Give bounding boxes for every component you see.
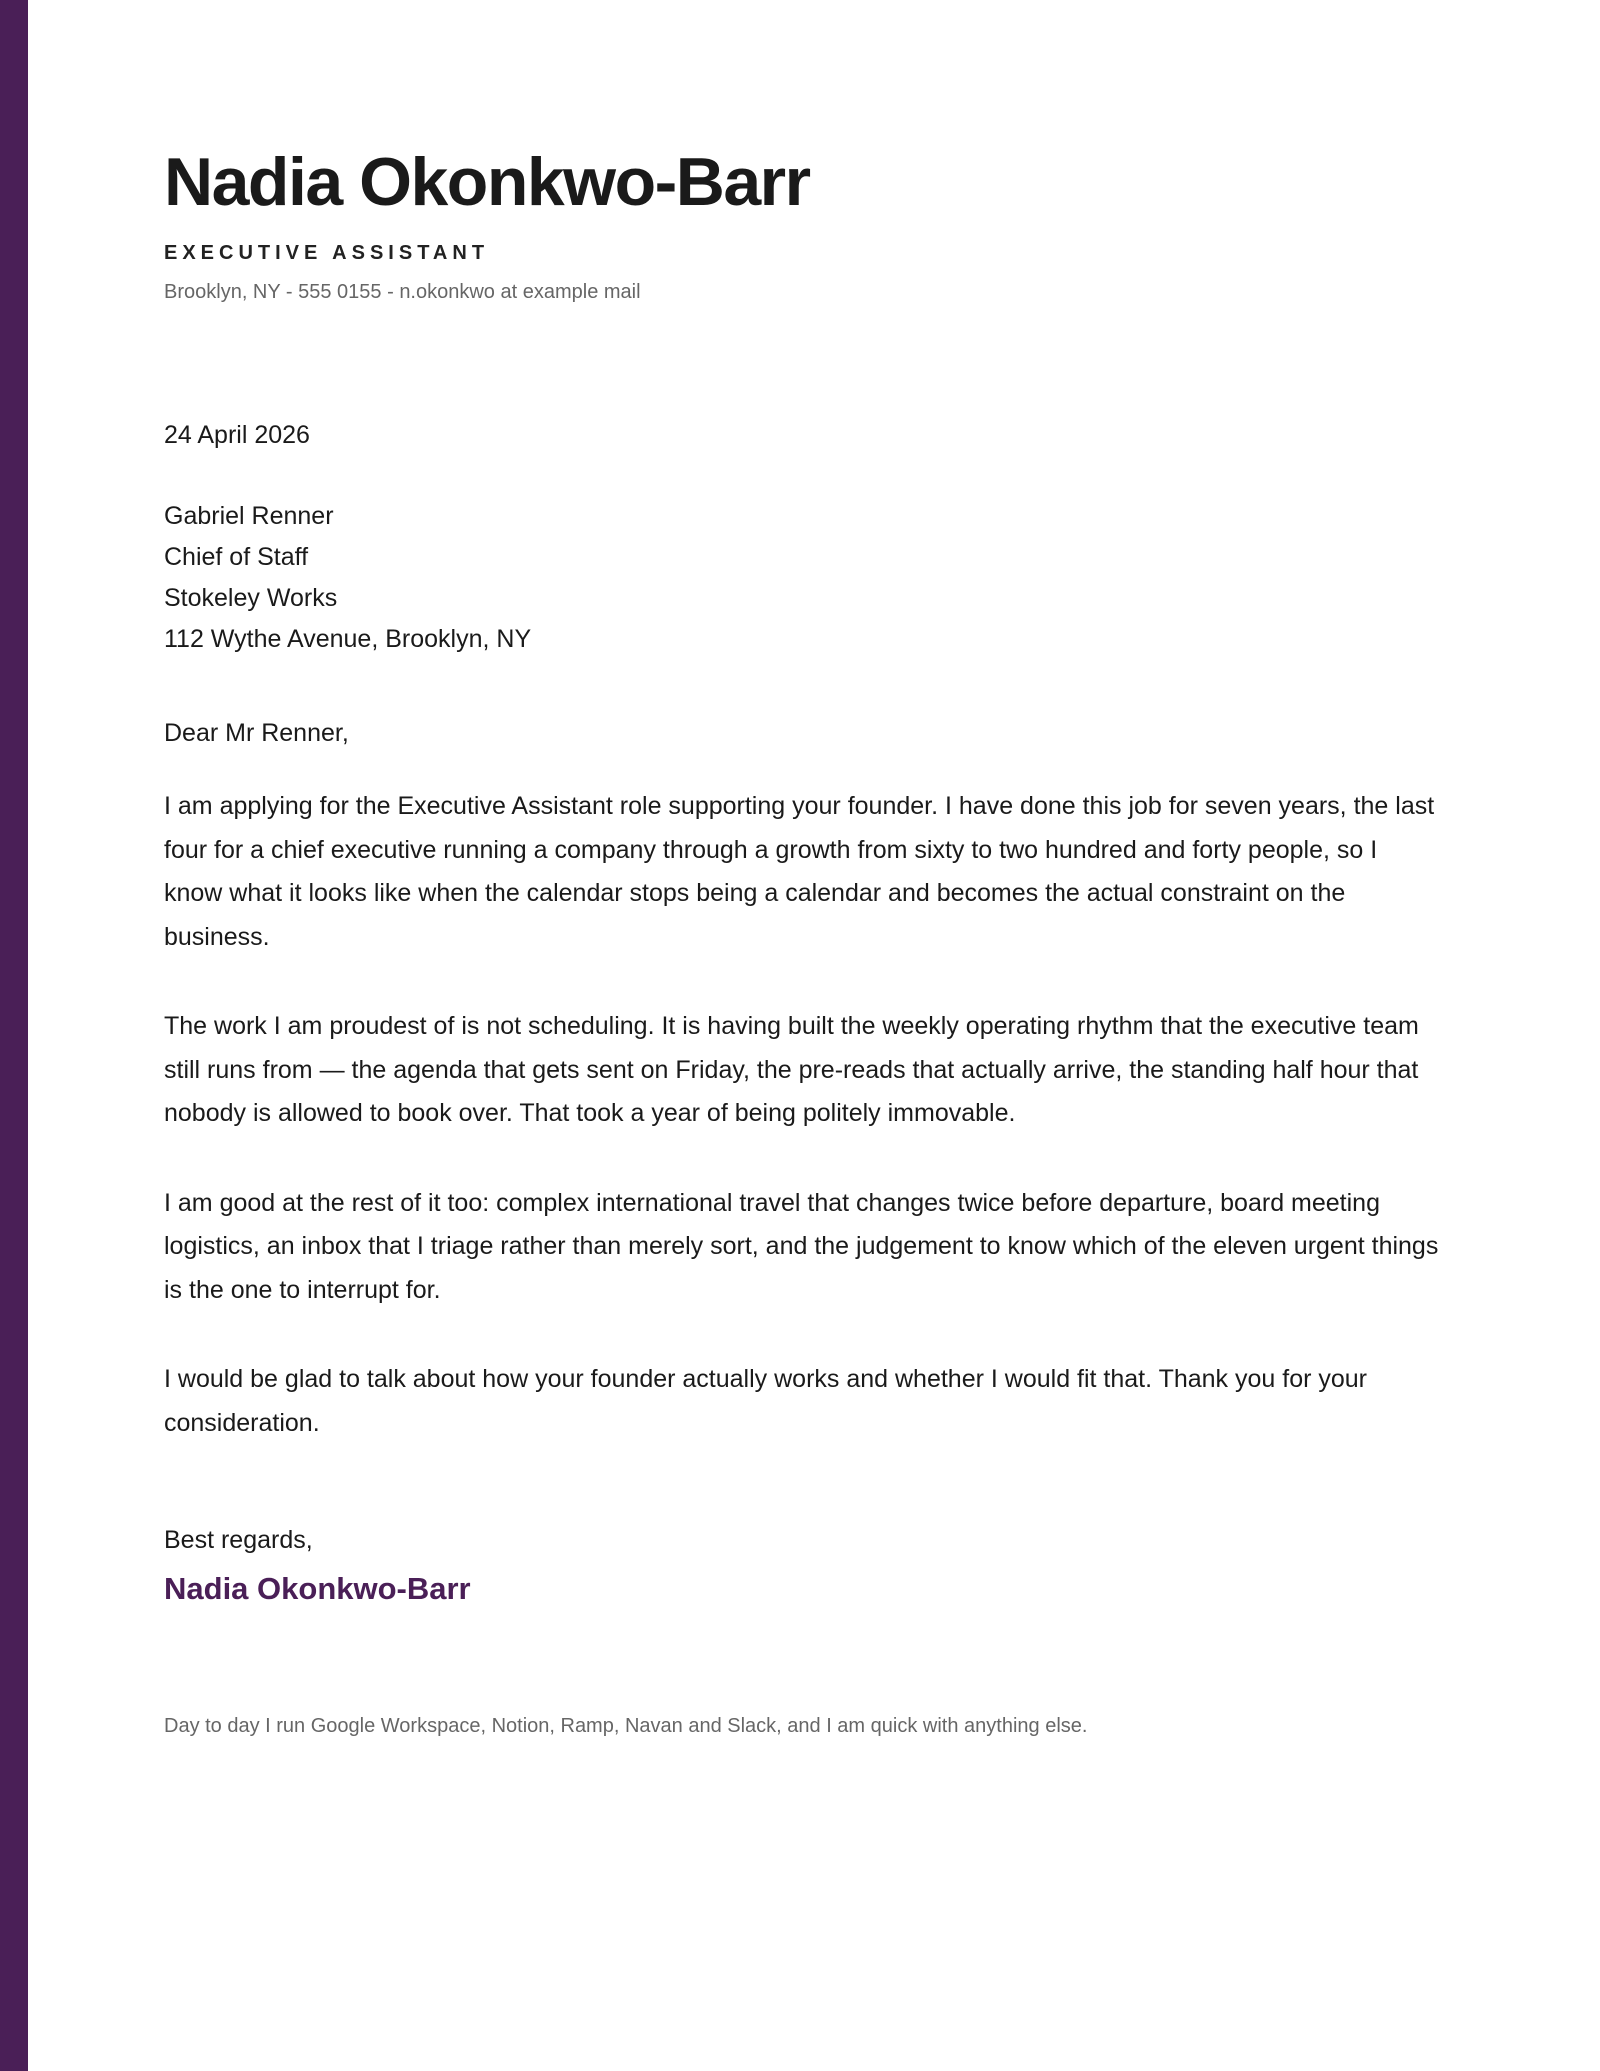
accent-sidebar-bar [0, 0, 28, 2071]
letter-body [164, 785, 1440, 1491]
body-paragraph: The work I am proudest of is not scheduling. It is having built the weekly operating rhythm that the executive team still runs from — the agenda that gets sent on Friday, the pre-reads that actually arrive, the standing half hour that nobody is allowed to book over. That took a year of being politely immovable. [164, 1012, 1419, 1127]
applicant-role: EXECUTIVE ASSISTANT [164, 242, 490, 264]
recipient-street: 112 Wythe Avenue, Brooklyn, NY [164, 625, 532, 653]
letter-date: 24 April 2026 [164, 421, 310, 449]
contact-line: Brooklyn, NY - 555 0155 - n.okonkwo at example mail [164, 281, 641, 303]
body-paragraph: I would be glad to talk about how your founder actually works and whether I would fit that. Thank you for your consideration. [164, 1365, 1368, 1437]
recipient-name: Gabriel Renner [164, 502, 334, 530]
body-paragraph: I am applying for the Executive Assistant role supporting your founder. I have done this job for seven years, the last four for a chief executive running a company through a growth from sixty to two hundred and forty people, so I know what it looks like when the calendar stops being a calendar and becomes the actual constraint on the business. [164, 792, 1435, 951]
applicant-name: Nadia Okonkwo-Barr [164, 144, 810, 220]
recipient-title: Chief of Staff [164, 543, 309, 571]
closing-line: Best regards, [164, 1526, 313, 1554]
recipient-company: Stokeley Works [164, 584, 338, 612]
body-paragraph: I am good at the rest of it too: complex international travel that changes twice before departure, board meeting logistics, an inbox that I triage rather than merely sort, and the judgement to know which of the eleven urgent things is the one to interrupt for. [164, 1188, 1439, 1304]
recipient-address [164, 496, 531, 660]
signature-name: Nadia Okonkwo-Barr [164, 1571, 471, 1606]
tools-footnote: Day to day I run Google Workspace, Notion, Ramp, Navan and Slack, and I am quick with anything else. [164, 1715, 1088, 1737]
salutation: Dear Mr Renner, [164, 719, 349, 747]
